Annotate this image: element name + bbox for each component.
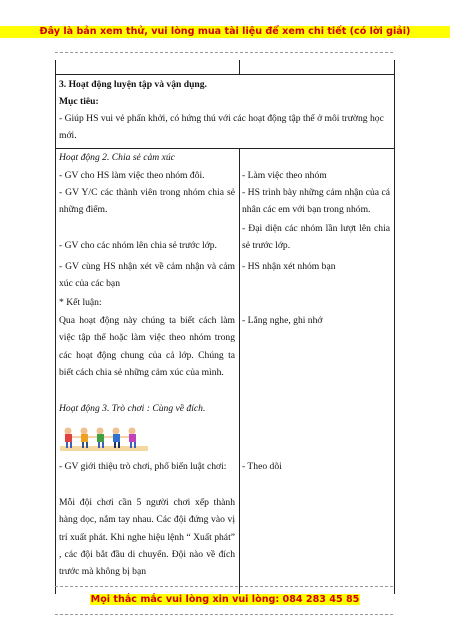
preview-banner: Đây là bản xem thử, vui lòng mua tài liệu để xem chi tiết (có lời giải) xyxy=(0,26,450,38)
teacher-step-4: - GV cùng HS nhận xét về cảm nhận và cảm xúc của các bạn xyxy=(59,261,235,290)
footer-dashed-rule xyxy=(55,586,393,587)
children-running-image xyxy=(60,425,148,451)
game-intro: - GV giới thiệu trò chơi, phổ biến luật chơi: xyxy=(59,461,227,472)
student-step-5: - Lắng nghe, ghi nhớ xyxy=(242,315,323,326)
conclusion-label: * Kết luận: xyxy=(59,297,102,308)
student-step-2: - HS trình bày những cảm nhận của cá nhân các em với bạn trong nhóm. xyxy=(242,187,390,216)
lesson-table xyxy=(55,60,395,594)
student-step-1: - Làm việc theo nhóm xyxy=(242,170,327,181)
student-step-6: - Theo dõi xyxy=(242,461,282,472)
header-dashed-rule xyxy=(55,52,393,53)
column-divider-top xyxy=(239,60,240,74)
conclusion-text: Qua hoạt động này chúng ta biết cách làm việc tập thể hoặc làm việc theo nhóm trong các hoạt động chung của cả lớp. Chúng ta biết cách chia sẻ những cảm xúc của mình. xyxy=(59,315,235,378)
student-step-4: - HS nhận xét nhóm bạn xyxy=(242,261,336,272)
activity-2-title: Hoạt động 2. Chia sẻ cảm xúc xyxy=(59,152,175,163)
teacher-step-3: - GV cho các nhóm lên chia sẻ trước lớp. xyxy=(59,240,217,251)
row-divider xyxy=(56,74,394,75)
section-heading: 3. Hoạt động luyện tập và vận dụng. xyxy=(59,79,207,90)
goal-text: - Giúp HS vui vẻ phấn khởi, có hứng thú với các hoạt động tập thể ở môi trường học mới. xyxy=(59,113,384,142)
student-step-3: - Đại diện các nhóm lần lượt lên chia sẻ trước lớp. xyxy=(242,223,390,252)
goal-label: Mục tiêu: xyxy=(59,96,99,107)
bottom-dashed-rule xyxy=(55,614,393,615)
column-divider xyxy=(239,148,240,594)
teacher-step-1: - GV cho HS làm việc theo nhóm đôi. xyxy=(59,170,205,181)
game-rules: Mỗi đội chơi cần 5 người chơi xếp thành hàng dọc, nắm tay nhau. Các đội đứng vào vị trí xuất phát. Khi nghe hiệu lệnh “ Xuất phát” , các đội bắt đầu di chuyển. Đội nào về đích trước mà không bị bạn xyxy=(59,497,235,578)
contact-footer: Mọi thắc mắc vui lòng xin vui lòng: 084 283 45 85 xyxy=(90,594,360,605)
activity-3-title: Hoạt động 3. Trò chơi : Cùng về đích. xyxy=(59,403,206,414)
teacher-step-2: - GV Y/C các thành viên trong nhóm chia sẻ những điểm. xyxy=(59,187,235,216)
